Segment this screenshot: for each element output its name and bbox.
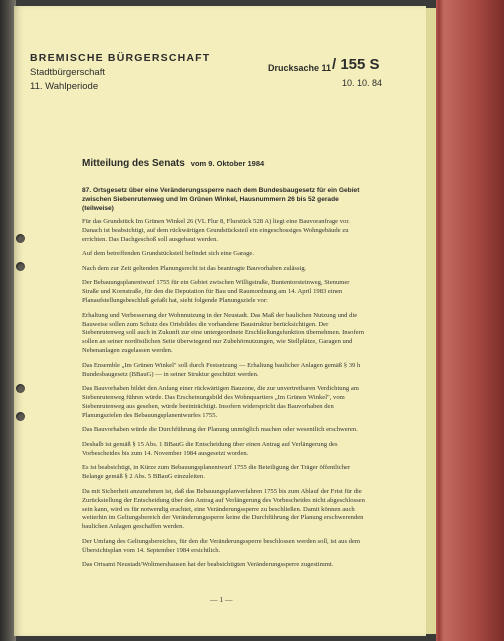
drucksache-number: / 155 S [332, 56, 380, 73]
parliament-name: BREMISCHE BÜRGERSCHAFT [30, 52, 211, 64]
chamber-name: Stadtbürgerschaft [30, 67, 105, 78]
page-number: — 1 — [210, 595, 233, 604]
heading-title: Mitteilung des Senats [82, 158, 185, 169]
punch-hole [16, 262, 25, 271]
paragraph: Das Bauvorhaben bildet den Anfang einer rückwärtigen Bauzone, die zur unvertretbaren Verdichtung am Siebenrutenweg führen würde. Das Erscheinungsbild des Wohnquartiers „Im Grünen Winkel", vom Siebenrutenweg aus gesehen, würde beeinträchtigt. Insofern widerspricht das Bauvorhaben den Planungszielen des Bebauungsplanentwurfes 1755. [82, 385, 359, 419]
document-page [14, 6, 426, 636]
drucksache-label: Drucksache 11 [268, 63, 332, 73]
paragraph: Der Umfang des Geltungsbereiches, für den die Veränderungssperre beschlossen werden soll, ist aus dem Übersichtsplan vom 14. September 1984 ersichtlich. [82, 537, 361, 554]
paragraph: Da mit Sicherheit anzunehmen ist, daß das Bebauungsplanverfahren 1755 bis zum Ablauf der Frist für die Zurückstellung der Entscheidung über den Antrag auf Verlängerung des Vorbescheides nicht abgeschlossen sein kann, wird es für notwendig erachtet, eine Veränderungssperre zu beschließen. Damit können auch weiterhin im Geltungsbereich der Veränderungssperre keine die Durchführung der Planung erschwerenden baulichen Anlagen geschaffen werden. [82, 487, 365, 531]
paragraph: Das Ortsamt Neustadt/Woltmershausen hat der beabsichtigten Veränderungssperre zugestimmt. [82, 561, 334, 569]
paragraph: Deshalb ist gemäß § 15 Abs. 1 BBauG die Entscheidung über einen Antrag auf Verlängerung des Vorbescheides bis zum 14. November 1984 ausgesetzt worden. [82, 440, 338, 457]
drucksache-date: 10. 10. 84 [342, 78, 383, 88]
body-text [82, 218, 366, 576]
paragraph: Es ist beabsichtigt, in Kürze zum Bebauungsplanentwurf 1755 die Beteiligung der Träger öffentlicher Belange gemäß § 2 Abs. 5 BBauG einzuleiten. [82, 464, 351, 481]
punch-hole [16, 412, 25, 421]
paragraph: Das Bauvorhaben würde die Durchführung der Planung unmöglich machen oder wesentlich erschweren. [82, 426, 358, 434]
punch-hole [16, 384, 25, 393]
paragraph: Für das Grundstück Im Grünen Winkel 26 (VL Flur 8, Flurstück 528 A) liegt eine Bauvoranfrage vor. Danach ist beabsichtigt, auf dem rückwärtigen Grundstücksteil ein eingeschossiges Wohngebäude zu errichten. Das Dachgeschoß soll ausgebaut werden. [82, 218, 350, 243]
paragraph: Auf dem betreffenden Grundstücksteil befindet sich eine Garage. [82, 250, 254, 258]
paragraph: Der Bebauungsplanentwurf 1755 für ein Gebiet zwischen Willigstraße, Buntentorsteinweg, Stenumer Straße und Kornstraße, für den die Deputation für Bau und Raumordnung am 14. April 1983 einen Planaufstellungsbeschluß gefaßt hat, sieht folgende Planungsziele vor: [82, 279, 350, 305]
binder-cover-right [436, 0, 504, 641]
subject-line: 87. Ortsgesetz über eine Veränderungssperre nach dem Bundesbaugesetz für ein Gebiet zwischen Siebenrutenweg und Im Grünen Winkel, Hausnummern 26 bis 52 gerade (teilweise) [82, 187, 360, 212]
paragraph: Erhaltung und Verbesserung der Wohnnutzung in der Neustadt. Das Maß der baulichen Nutzung und die Bauweise sollen zum Schutz des Ortsbildes die vorhandene Baustruktur berücksichtigen. Der Siebenrutenweg soll auch in Zukunft zur eine untergeordnete Erschließungsfunktion übernehmen. Insofern sollen an seiner nordöstlichen Seite überwiegend nur Zubehörnutzungen, wie Stellplätze, Garagen und Nebenanlagen zugelassen werden. [82, 311, 365, 355]
paragraph: Das Ensemble „Im Grünen Winkel" soll durch Festsetzung — Erhaltung baulicher Anlagen gemäß § 39 h Bundesbaugesetz (BBauG) — in seiner Struktur geschützt werden. [82, 361, 361, 378]
paragraph: Nach dem zur Zeit geltenden Planungsrecht ist das beantragte Bauvorhaben zulässig. [82, 264, 307, 272]
legislative-period: 11. Wahlperiode [30, 81, 99, 92]
heading-date: vom 9. Oktober 1984 [190, 159, 265, 168]
punch-hole [16, 234, 25, 243]
document-heading [82, 158, 264, 169]
